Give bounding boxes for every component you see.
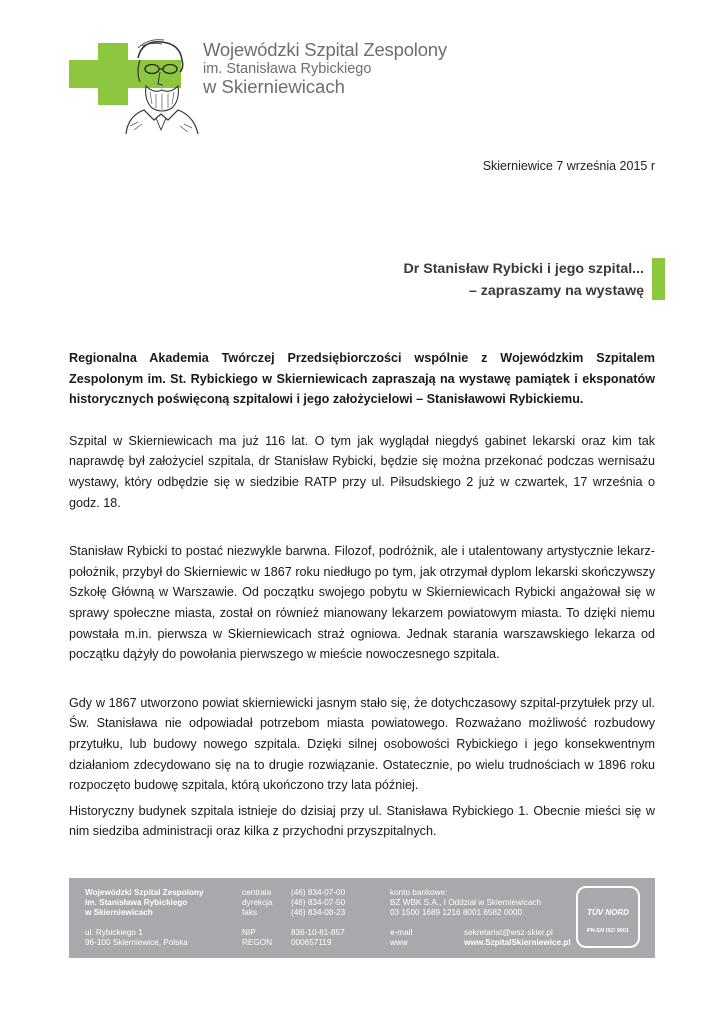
footer-id-values: 836-10-81-857 000657119 <box>291 928 345 947</box>
hospital-name-line3: w Skierniewicach <box>203 75 345 97</box>
title-line1: Dr Stanisław Rybicki i jego szpital... <box>403 261 644 277</box>
title-line2: – zapraszamy na wystawę <box>468 283 644 299</box>
footer-hospital-name: Wojewódzki Szpital Zespolony im. Stanisława Rybickiego w Skierniewicach <box>85 888 204 917</box>
hospital-name-line2: im. Stanisława Rybickiego <box>203 60 372 77</box>
lead-paragraph: Regionalna Akademia Twórczej Przedsiębiorczości wspólnie z Wojewódzkim Szpitalem Zespolonym im. St. Rybickiego w Skierniewicach zapraszają na wystawę pamiątek i eksponatów historycznych poświęconą szpitalowi i jego założycielowi – Stanisławowi Rybickiemu. <box>69 351 655 407</box>
paragraph-2: Stanisław Rybicki to postać niezwykle barwna. Filozof, podróżnik, ale i utalentowany artystycznie lekarz-położnik, przybył do Skierniewic w 1867 roku niedługo po tym, jak otrzymał dyplom lekarski skończywszy Szkołę Główną w Warszawie. Od początku swojego pobytu w Skierniewicach Rybicki angażował się w sprawy społeczne miasta, został on również mianowany lekarzem powiatowym miasta. To dzięki niemu powstała m.in. pierwsza w Skierniewicach straż ogniowa. Jednak starania warszawskiego lekarza od początku dążyły do powołania pierwszego w mieście nowoczesnego szpitala. <box>69 544 655 662</box>
footer-bank-info: konto bankowe: BZ WBK S.A., I Oddział w Skierniewicach 03 1500 1689 1216 8001 6582 0000 <box>390 888 542 917</box>
paragraph-1: Szpital w Skierniewicach ma już 116 lat. O tym jak wyglądał niegdyś gabinet lekarski oraz kim tak naprawdę był założyciel szpitala, dr Stanisław Rybicki, będzie się można przekonać podczas wernisażu wystawy, który odbędzie się w siedzibie RATP przy ul. Piłsudskiego 2 już w czwartek, 17 września o godz. 18. <box>69 433 655 510</box>
paragraph-4: Historyczny budynek szpitala istnieje do dzisiaj przy ul. Stanisława Rybickiego 1. Obecnie mieści się w nim siedziba administracji oraz kilka z przychodni przyszpitalnych. <box>69 803 655 839</box>
hospital-name <box>203 40 447 98</box>
footer-website-link[interactable]: www.SzpitalSkierniewice.pl <box>464 938 571 947</box>
footer-phone-labels: centrala dyrekcja faks <box>242 888 273 917</box>
paragraph-3: Gdy w 1867 utworzono powiat skierniewicki jasnym stało się, że dotychczasowy szpital-przytułek przy ul. Św. Stanisława nie odpowiadał potrzebom miasta powiatowego. Rozważano możliwość rozbudowy przytułku, lub budowy nowego szpitala. Dzięki silnej osobowości Rybickiego i jego konsekwentnym działaniom zdecydowano się na to drugie rozwiązanie. Ostatecznie, po wielu trudnościach w 1896 roku rozpoczęto budowę szpitala, którą ukończono trzy lata później. <box>69 695 655 793</box>
footer-phone-values: (46) 834-07-00 (46) 834-07-50 (46) 834-08-23 <box>291 888 346 917</box>
footer-email-link[interactable]: sekretariat@wsz-skier.pl <box>464 928 553 937</box>
rybicki-portrait-icon <box>118 38 204 134</box>
footer-contact-values <box>464 928 571 948</box>
tuv-certification-badge: TÜV NORD PN-EN ISO 9001 <box>576 886 640 948</box>
letterhead-footer <box>69 878 655 958</box>
hospital-name-line1: Wojewódzki Szpital Zespolony <box>203 39 447 60</box>
footer-address: ul. Rybickiego 1 96-100 Skierniewice, Polska <box>85 928 188 947</box>
document-title <box>404 258 644 302</box>
document-body <box>69 348 655 842</box>
footer-contact-labels: e-mail www <box>390 928 413 947</box>
title-accent-bar <box>652 258 665 300</box>
footer-id-labels: NIP REGON <box>242 928 273 947</box>
document-date: Skierniewice 7 września 2015 r <box>482 159 655 173</box>
